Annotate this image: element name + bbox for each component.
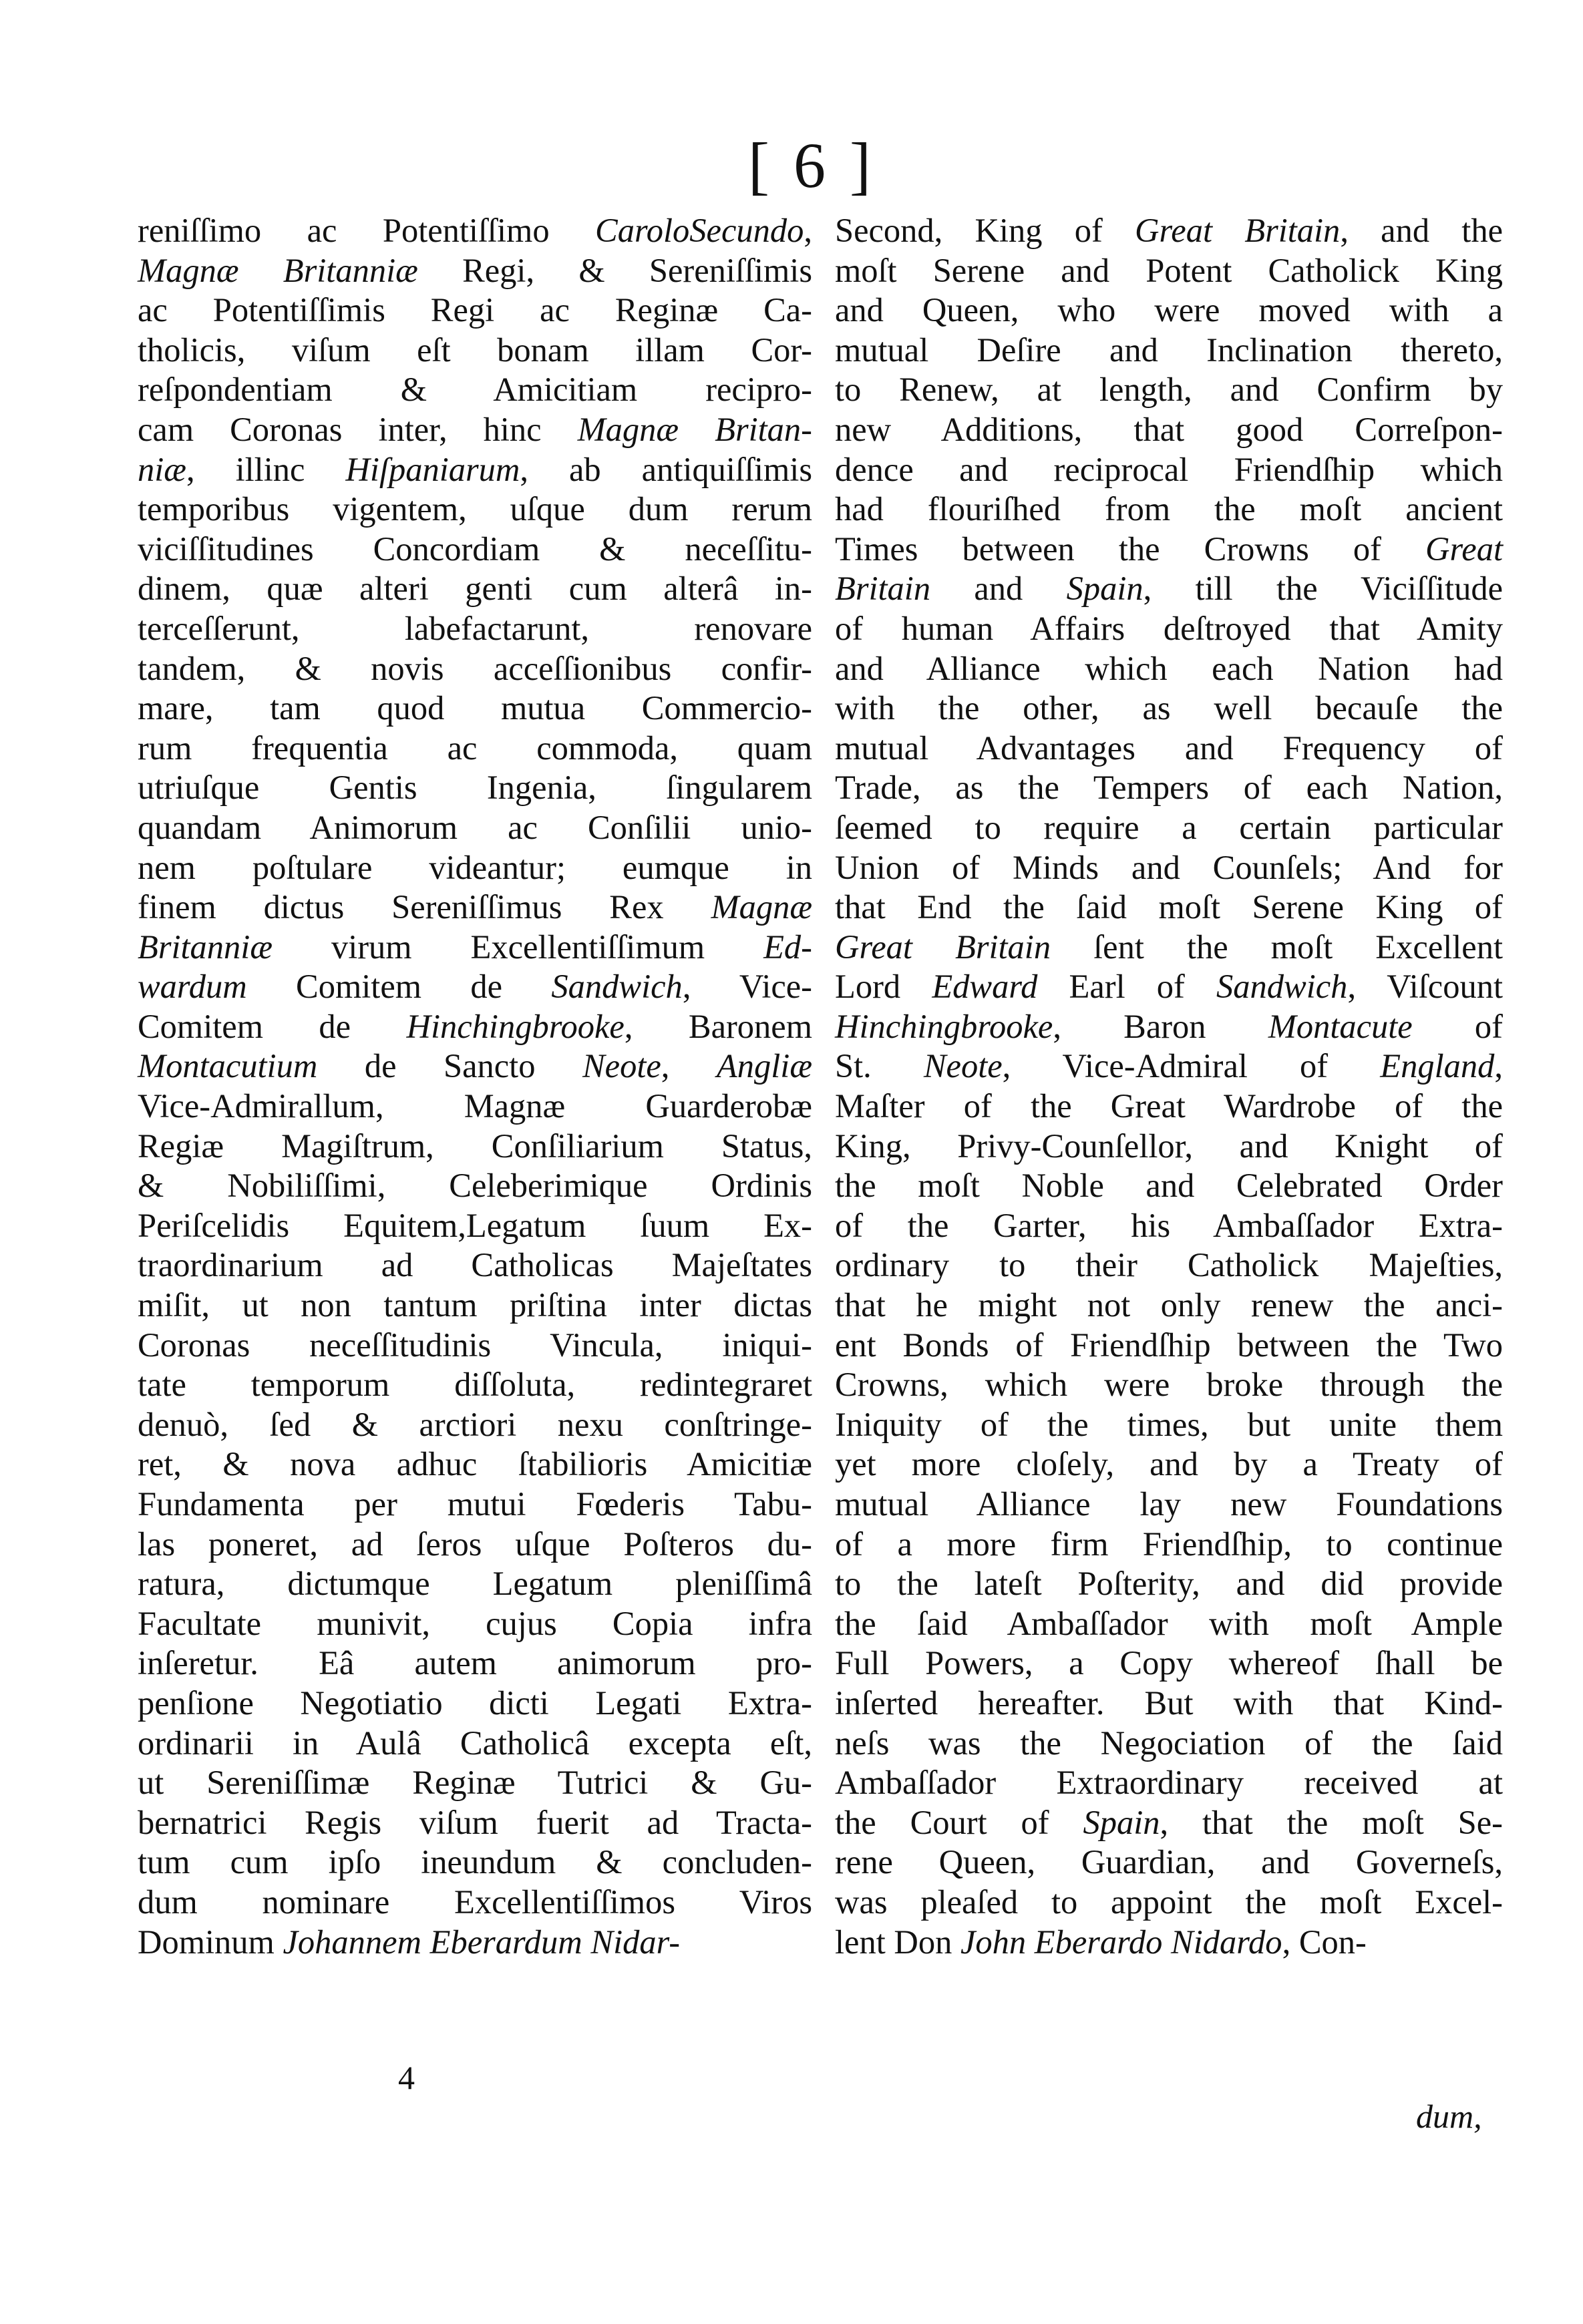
text-line: Periſcelidis Equitem,Legatum ſuum Ex- — [138, 1206, 812, 1244]
text-line: Great Britain ſent the moſt Excellent — [835, 928, 1503, 966]
text-line: utriuſque Gentis Ingenia, ſingularem — [138, 769, 812, 807]
text-line: Fundamenta per mutui Fœderis Tabu- — [138, 1485, 812, 1523]
text-line: Union of Minds and Counſels; And for — [835, 848, 1503, 886]
text-line: Vice-Admirallum, Magnæ Guarderobæ — [138, 1087, 812, 1125]
text-line: rum frequentia ac commoda, quam — [138, 729, 812, 767]
text-line: Maſter of the Great Wardrobe of the — [835, 1087, 1503, 1125]
text-line: mutual Alliance lay new Foundations — [835, 1485, 1503, 1523]
text-line: neſs was the Negociation of the ſaid — [835, 1724, 1503, 1762]
page-number: [ 6 ] — [748, 130, 875, 201]
text-line: ac Potentiſſimis Regi ac Reginæ Ca- — [138, 291, 812, 329]
text-line: wardum Comitem de Sandwich, Vice- — [138, 968, 813, 1006]
latin-text-column — [138, 211, 812, 1962]
text-line: yet more cloſely, and by a Treaty of — [835, 1445, 1503, 1483]
english-text-column — [835, 211, 1503, 1962]
text-line: and Alliance which each Nation had — [835, 649, 1503, 687]
text-line: was pleaſed to appoint the moſt Excel- — [835, 1883, 1503, 1921]
text-line: Ambaſſador Extraordinary received at — [835, 1764, 1503, 1802]
text-line: tate temporum diſſoluta, redintegraret — [138, 1366, 812, 1404]
text-line: ordinary to their Catholick Majeſties, — [835, 1246, 1503, 1284]
text-line: quandam Animorum ac Conſilii unio- — [138, 808, 812, 846]
text-line: tandem, & novis acceſſionibus confir- — [138, 649, 812, 687]
text-line: the ſaid Ambaſſador with moſt Ample — [835, 1604, 1503, 1642]
text-line: Regiæ Magiſtrum, Conſiliarium Status, — [138, 1127, 812, 1165]
text-line: ordinarii in Aulâ Catholicâ excepta eſt, — [138, 1724, 812, 1762]
text-line: of a more firm Friendſhip, to continue — [835, 1525, 1503, 1563]
text-line: the Court of Spain, that the moſt Se- — [835, 1803, 1503, 1841]
text-line: new Additions, that good Correſpon- — [835, 410, 1503, 448]
text-line: Montacutium de Sancto Neote, Angliæ — [138, 1047, 813, 1085]
text-line: that End the ſaid moſt Serene King of — [835, 888, 1503, 926]
text-line: reniſſimo ac Potentiſſimo CaroloSecundo, — [138, 212, 812, 249]
text-line: nem poſtulare videantur; eumque in — [138, 848, 812, 886]
text-line: Crowns, which were broke through the — [835, 1366, 1503, 1404]
text-line: Iniquity of the times, but unite them — [835, 1405, 1503, 1443]
text-line: viciſſitudines Concordiam & neceſſitu- — [138, 530, 812, 568]
text-line: ret, & nova adhuc ſtabilioris Amicitiæ — [138, 1445, 812, 1483]
text-line: dinem, quæ alteri genti cum alterâ in- — [138, 570, 812, 608]
text-line: inſerted hereafter. But with that Kind- — [835, 1684, 1503, 1722]
text-line: Times between the Crowns of Great — [835, 530, 1503, 568]
text-line: had flouriſhed from the moſt ancient — [835, 490, 1503, 528]
text-line: Hinchingbrooke, Baron Montacute of — [835, 1007, 1503, 1045]
text-line: bernatrici Regis viſum fuerit ad Tracta- — [138, 1803, 812, 1841]
text-line: ut Sereniſſimæ Reginæ Tutrici & Gu- — [138, 1764, 812, 1802]
text-line: dence and reciprocal Friendſhip which — [835, 450, 1503, 488]
text-line: Full Powers, a Copy whereof ſhall be — [835, 1644, 1503, 1682]
text-line: finem dictus Sereniſſimus Rex Magnæ — [138, 888, 812, 926]
text-line: Trade, as the Tempers of each Nation, — [835, 769, 1503, 807]
text-line: miſit, ut non tantum priſtina inter dictas — [138, 1286, 812, 1324]
text-line: niæ, illinc Hiſpaniarum, ab antiquiſſimis — [138, 450, 812, 488]
text-line: Lord Edward Earl of Sandwich, Viſcount — [835, 968, 1503, 1006]
text-line: that he might not only renew the anci- — [835, 1286, 1503, 1324]
text-line: Britanniæ virum Excellentiſſimum Ed- — [138, 928, 812, 966]
text-line: Facultate munivit, cujus Copia infra — [138, 1604, 812, 1642]
text-line: cam Coronas inter, hinc Magnæ Britan- — [138, 410, 812, 448]
signature-mark: 4 — [398, 2059, 415, 2096]
text-line: ſeemed to require a certain particular — [835, 808, 1503, 846]
text-line: ratura, dictumque Legatum pleniſſimâ — [138, 1565, 812, 1603]
text-line: Britain and Spain, till the Viciſſitude — [835, 570, 1503, 608]
text-line: to the lateſt Poſterity, and did provide — [835, 1565, 1503, 1603]
text-line: of the Garter, his Ambaſſador Extra- — [835, 1206, 1503, 1244]
text-line: Coronas neceſſitudinis Vincula, iniqui- — [138, 1326, 812, 1364]
text-line: and Queen, who were moved with a — [835, 291, 1503, 329]
text-line: tholicis, viſum eſt bonam illam Cor- — [138, 331, 812, 369]
text-line: to Renew, at length, and Confirm by — [835, 371, 1503, 409]
text-line: mare, tam quod mutua Commercio- — [138, 689, 812, 727]
text-line: the moſt Noble and Celebrated Order — [835, 1167, 1503, 1205]
text-line: Dominum Johannem Eberardum Nidar- — [138, 1923, 681, 1961]
text-line: inſeretur. Eâ autem animorum pro- — [138, 1644, 812, 1682]
text-line: reſpondentiam & Amicitiam recipro- — [138, 371, 812, 409]
text-line: King, Privy-Counſellor, and Knight of — [835, 1127, 1503, 1165]
text-line: Second, King of Great Britain, and the — [835, 212, 1503, 249]
text-line: Magnæ Britanniæ Regi, & Sereniſſimis — [138, 251, 812, 289]
text-line: St. Neote, Vice-Admiral of England, — [835, 1047, 1503, 1085]
catchword: dum, — [1416, 2098, 1482, 2135]
text-line: dum nominare Excellentiſſimos Viros — [138, 1883, 812, 1921]
text-line: of human Affairs deſtroyed that Amity — [835, 609, 1503, 647]
text-line: mutual Deſire and Inclination thereto, — [835, 331, 1503, 369]
text-line: lent Don John Eberardo Nidardo, Con- — [835, 1923, 1367, 1961]
text-line: terceſſerunt, labefactarunt, renovare — [138, 609, 812, 647]
text-line: ent Bonds of Friendſhip between the Two — [835, 1326, 1503, 1364]
text-line: & Nobiliſſimi, Celeberimique Ordinis — [138, 1167, 812, 1205]
text-line: mutual Advantages and Frequency of — [835, 729, 1503, 767]
text-line: tum cum ipſo ineundum & concluden- — [138, 1843, 812, 1881]
text-line: rene Queen, Guardian, and Governeſs, — [835, 1843, 1503, 1881]
text-line: traordinarium ad Catholicas Majeſtates — [138, 1246, 812, 1284]
text-line: moſt Serene and Potent Catholick King — [835, 251, 1503, 289]
text-line: denuò, ſed & arctiori nexu conſtringe- — [138, 1405, 812, 1443]
text-line: temporibus vigentem, uſque dum rerum — [138, 490, 812, 528]
text-line: with the other, as well becauſe the — [835, 689, 1503, 727]
text-line: penſione Negotiatio dicti Legati Extra- — [138, 1684, 812, 1722]
text-line: las poneret, ad ſeros uſque Poſteros du- — [138, 1525, 812, 1563]
text-line: Comitem de Hinchingbrooke, Baronem — [138, 1007, 812, 1045]
